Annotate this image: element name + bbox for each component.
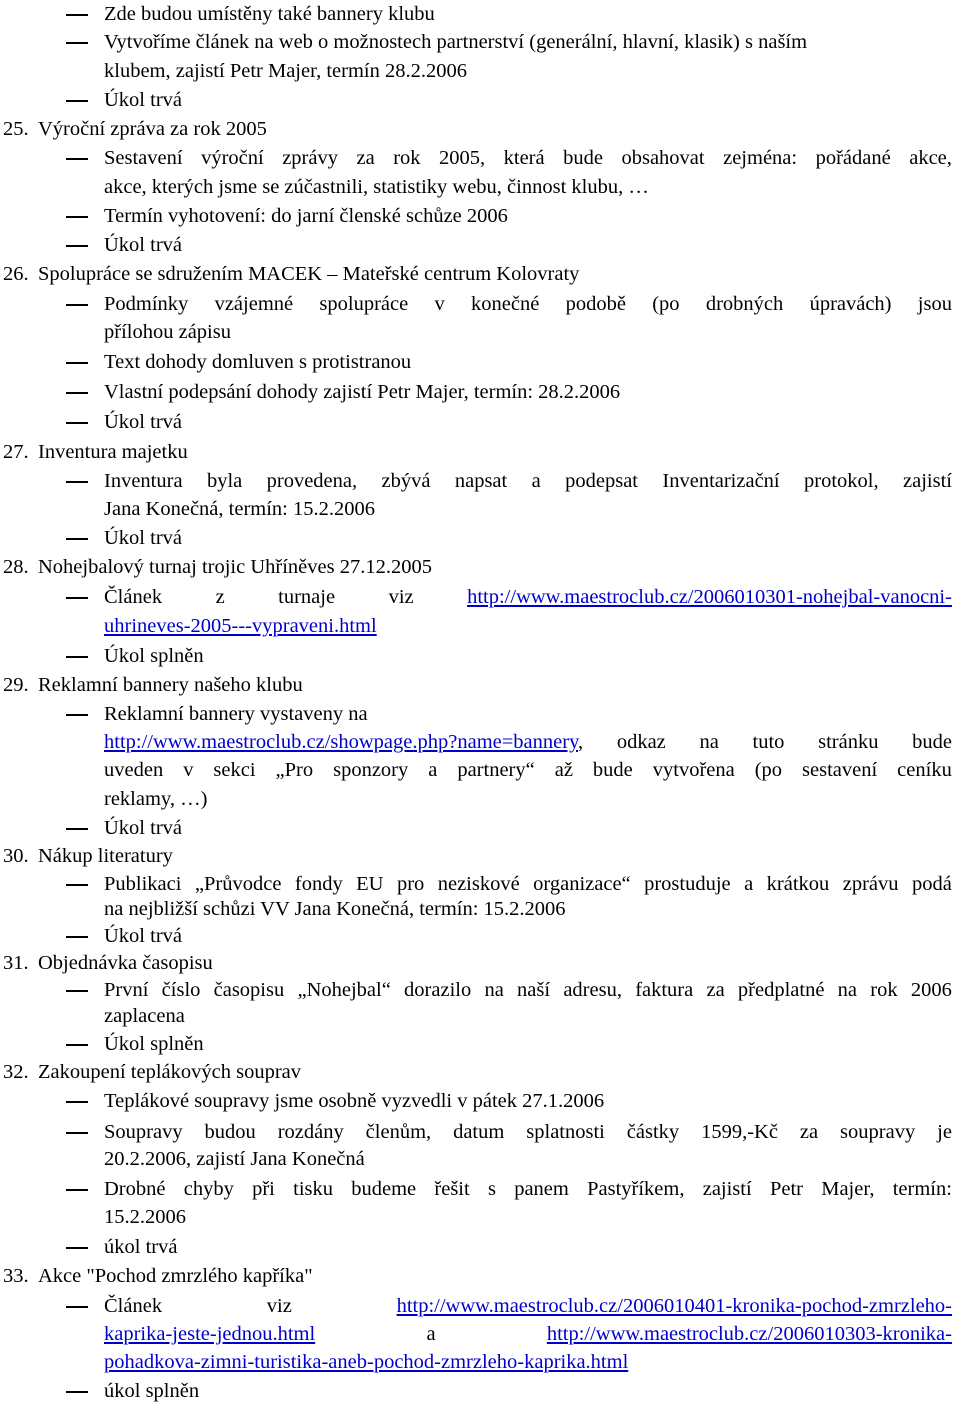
word: „Pro: [275, 759, 314, 781]
word: „Průvodce: [194, 873, 282, 895]
continuation-line: [104, 58, 467, 84]
word: organizace“: [533, 873, 631, 895]
section-number: 26.: [3, 263, 29, 285]
word: chyby: [183, 1178, 234, 1200]
word: Inventarizační: [662, 470, 780, 492]
word: členům,: [365, 1121, 432, 1143]
continuation-line: [104, 1003, 185, 1029]
dash-bullet-icon: [66, 14, 88, 16]
word: pořádané: [815, 147, 891, 169]
word: (po: [652, 293, 680, 315]
line-text: klubem, zajistí Petr Majer, termín 28.2.2006: [104, 60, 467, 82]
word: na: [699, 731, 719, 753]
continuation-line: [104, 1349, 628, 1375]
word: podepsat: [565, 470, 638, 492]
dash-bullet-icon: [66, 656, 88, 658]
line-text: [104, 757, 952, 783]
dash-bullet-icon: [66, 1306, 88, 1308]
dash-bullet-icon: [66, 481, 88, 483]
word: v: [183, 759, 194, 781]
hyperlink-text[interactable]: kaprika-jeste-jednou.html: [104, 1323, 316, 1345]
word: fondy: [294, 873, 343, 895]
continuation-line: [104, 319, 231, 345]
line-text: Úkol trvá: [104, 411, 182, 433]
word: v: [434, 293, 445, 315]
line-text: 20.2.2006, zajistí Jana Konečná: [104, 1148, 365, 1170]
dash-bullet-icon: [66, 597, 88, 599]
word: bude: [592, 759, 633, 781]
word: EU: [356, 873, 384, 895]
hyperlink[interactable]: http://www.maestroclub.cz/showpage.php?name=bannery,: [104, 731, 584, 753]
line-text: [104, 1176, 952, 1202]
line-text: akce, kterých jsme se zúčastnili, statistiky webu, činnost klubu, …: [104, 176, 649, 198]
line-text: [104, 1351, 628, 1373]
word: která: [503, 147, 545, 169]
word: dorazilo: [404, 979, 472, 1001]
line-text: úkol trvá: [104, 1236, 178, 1258]
word: číslo: [161, 979, 201, 1001]
section-title: Nákup literatury: [38, 845, 173, 867]
word: partnery“: [457, 759, 535, 781]
section-title: Akce "Pochod zmrzlého kapříka": [38, 1265, 313, 1287]
hyperlink-text[interactable]: http://www.maestroclub.cz/2006010401-kronika-pochod-zmrzleho-: [396, 1295, 952, 1317]
word: termín:: [892, 1178, 952, 1200]
line-text: Text dohody domluven s protistranou: [104, 351, 412, 373]
line-text: Vytvoříme článek na web o možnostech partnerství (generální, hlavní, klasik) s naším: [104, 31, 808, 53]
word: na: [484, 979, 504, 1001]
line-text: [104, 584, 952, 610]
word: budeme: [351, 1178, 417, 1200]
line-text: [104, 1293, 952, 1319]
continuation-line: [104, 1321, 952, 1347]
section-number: 30.: [3, 845, 29, 867]
word: pro: [396, 873, 425, 895]
word: Podmínky: [104, 293, 189, 315]
word: časopisu: [213, 979, 285, 1001]
continuation-line: [104, 896, 566, 922]
dash-bullet-icon: [66, 1189, 88, 1191]
word: První: [104, 979, 149, 1001]
dash-bullet-icon: [66, 216, 88, 218]
dash-bullet-icon: [66, 538, 88, 540]
word: zprávu: [842, 873, 899, 895]
word: a: [744, 873, 754, 895]
word: akce,: [909, 147, 952, 169]
word: byla: [206, 470, 243, 492]
word: zbývá: [381, 470, 431, 492]
line-text: zaplacena: [104, 1005, 185, 1027]
continuation-line: [104, 757, 952, 783]
word: neziskové: [437, 873, 520, 895]
continuation-line: [104, 496, 375, 522]
continuation-line: [104, 729, 952, 755]
dash-bullet-icon: [66, 990, 88, 992]
section-number: 31.: [3, 952, 29, 974]
line-text: [104, 145, 952, 171]
continuation-line: [104, 174, 649, 200]
word: napsat: [454, 470, 508, 492]
word: faktura: [635, 979, 694, 1001]
word: budou: [204, 1121, 256, 1143]
dash-bullet-icon: [66, 42, 88, 44]
line-text: Zde budou umístěny také bannery klubu: [104, 3, 435, 25]
word: viz: [266, 1295, 292, 1317]
word: uveden: [104, 759, 164, 781]
word: krátkou: [766, 873, 830, 895]
word: protokol,: [804, 470, 879, 492]
section-number: 28.: [3, 556, 29, 578]
section-title: Nohejbalový turnaj trojic Uhříněves 27.12.2005: [38, 556, 432, 578]
dash-bullet-icon: [66, 1101, 88, 1103]
dash-bullet-icon: [66, 936, 88, 938]
hyperlink[interactable]: [397, 1293, 952, 1319]
word: 2005,: [439, 147, 486, 169]
word: sponzory: [333, 759, 409, 781]
line-text: Jana Konečná, termín: 15.2.2006: [104, 498, 375, 520]
word: adresu,: [563, 979, 622, 1001]
word: obsahovat: [621, 147, 705, 169]
word: Pastyříkem,: [587, 1178, 685, 1200]
word: drobných: [705, 293, 784, 315]
line-text: Úkol splněn: [104, 1033, 204, 1055]
word: řešit: [434, 1178, 470, 1200]
line-text: [104, 1119, 952, 1145]
section-title: Inventura majetku: [38, 441, 188, 463]
section-number: 27.: [3, 441, 29, 463]
word: turnaje: [278, 586, 336, 608]
dash-bullet-icon: [66, 422, 88, 424]
word: 1599,-Kč: [701, 1121, 778, 1143]
word: při: [252, 1178, 275, 1200]
word: za: [799, 1121, 819, 1143]
section-number: 32.: [3, 1061, 29, 1083]
word: Článek: [104, 586, 163, 608]
word: sekci: [213, 759, 256, 781]
dash-bullet-icon: [66, 828, 88, 830]
word: výroční: [201, 147, 264, 169]
hyperlink-text[interactable]: uhrineves-2005---vypraveni.html: [104, 615, 377, 637]
line-text: Vlastní podepsání dohody zajistí Petr Majer, termín: 28.2.2006: [104, 381, 621, 403]
line-text: přílohou zápisu: [104, 321, 231, 343]
word: Inventura: [104, 470, 183, 492]
line-text: Reklamní bannery vystaveny na: [104, 703, 368, 725]
continuation-line: [104, 613, 377, 639]
word: Publikaci: [104, 873, 182, 895]
line-text: [104, 729, 952, 755]
word: zejména:: [723, 147, 798, 169]
section-number: 33.: [3, 1265, 29, 1287]
dash-bullet-icon: [66, 714, 88, 716]
line-text: [104, 291, 952, 317]
continuation-line: [104, 1204, 186, 1230]
word: podobě: [565, 293, 626, 315]
dash-bullet-icon: [66, 1132, 88, 1134]
section-title: Objednávka časopisu: [38, 952, 213, 974]
line-text: reklamy, …): [104, 788, 208, 810]
word: zajistí: [702, 1178, 752, 1200]
line-text: Teplákové soupravy jsme osobně vyzvedli v pátek 27.1.2006: [104, 1090, 605, 1112]
word: Sestavení: [104, 147, 183, 169]
word: Majer,: [821, 1178, 875, 1200]
line-text: Úkol trvá: [104, 234, 182, 256]
word: ceníku: [897, 759, 952, 781]
section-number: 29.: [3, 674, 29, 696]
word: podá: [911, 873, 952, 895]
word: bude: [563, 147, 603, 169]
dash-bullet-icon: [66, 245, 88, 247]
dash-bullet-icon: [66, 392, 88, 394]
word: spolupráce: [319, 293, 409, 315]
continuation-line: [104, 1146, 365, 1172]
word: 2006: [910, 979, 952, 1001]
word: za: [356, 147, 375, 169]
line-text: Termín vyhotovení: do jarní členské schůze 2006: [104, 205, 508, 227]
word: soupravy: [840, 1121, 916, 1143]
word: tuto: [752, 731, 785, 753]
dash-bullet-icon: [66, 158, 88, 160]
dash-bullet-icon: [66, 1391, 88, 1393]
word: na: [837, 979, 858, 1001]
line-text: na nejbližší schůzi VV Jana Konečná, termín: 15.2.2006: [104, 898, 566, 920]
section-title: Zakoupení teplákových souprav: [38, 1061, 302, 1083]
word: a: [428, 759, 438, 781]
section-title: Výroční zpráva za rok 2005: [38, 118, 267, 140]
line-text: Úkol trvá: [104, 925, 182, 947]
section-number: 25.: [3, 118, 29, 140]
hyperlink[interactable]: [104, 1351, 628, 1373]
word: stránku: [818, 731, 879, 753]
line-text: Úkol splněn: [104, 645, 204, 667]
word: „Nohejbal“: [297, 979, 391, 1001]
line-text: [104, 977, 952, 1003]
line-text: úkol splněn: [104, 1380, 200, 1402]
word: vytvořena: [652, 759, 735, 781]
dash-bullet-icon: [66, 884, 88, 886]
word: datum: [453, 1121, 505, 1143]
section-title: Reklamní bannery našeho klubu: [38, 674, 303, 696]
hyperlink[interactable]: [467, 584, 952, 610]
word: splatnosti: [526, 1121, 605, 1143]
word: Petr: [769, 1178, 803, 1200]
word: (po: [754, 759, 783, 781]
hyperlink-text[interactable]: http://www.maestroclub.cz/2006010301-nohejbal-vanocni-: [467, 586, 952, 608]
hyperlink[interactable]: [104, 615, 377, 637]
line-text: Úkol trvá: [104, 817, 182, 839]
word: naší: [517, 979, 551, 1001]
hyperlink-text[interactable]: http://www.maestroclub.cz/2006010303-kronika-: [546, 1323, 952, 1345]
word: provedena,: [266, 470, 358, 492]
word: úpravách): [809, 293, 892, 315]
line-text: [104, 871, 952, 897]
line-text: Úkol trvá: [104, 527, 182, 549]
dash-bullet-icon: [66, 362, 88, 364]
word: z: [215, 586, 225, 608]
word: rozdány: [277, 1121, 344, 1143]
dash-bullet-icon: [66, 304, 88, 306]
hyperlink[interactable]: [104, 1321, 315, 1347]
line-text: 15.2.2006: [104, 1206, 186, 1228]
word: Soupravy: [104, 1121, 183, 1143]
line-text: [104, 615, 377, 637]
word: panem: [514, 1178, 569, 1200]
word: a: [426, 1323, 436, 1345]
word: tisku: [293, 1178, 333, 1200]
dash-bullet-icon: [66, 1044, 88, 1046]
word: až: [554, 759, 573, 781]
hyperlink-text[interactable]: pohadkova-zimni-turistika-aneb-pochod-zmrzleho-kaprika.html: [104, 1351, 629, 1373]
word: s: [487, 1178, 496, 1200]
word: Článek: [104, 1295, 163, 1317]
word: za: [706, 979, 725, 1001]
dash-bullet-icon: [66, 1247, 88, 1249]
word: částky: [626, 1121, 680, 1143]
word: sestavení: [802, 759, 878, 781]
word: předplatné: [737, 979, 825, 1001]
hyperlink-text[interactable]: http://www.maestroclub.cz/showpage.php?name=bannery: [104, 731, 578, 753]
word: bude: [912, 731, 952, 753]
word: konečné: [471, 293, 540, 315]
word: rok: [870, 979, 898, 1001]
dash-bullet-icon: [66, 100, 88, 102]
word: rok: [393, 147, 421, 169]
word: a: [531, 470, 541, 492]
section-title: Spolupráce se sdružením MACEK – Mateřské centrum Kolovraty: [38, 263, 580, 285]
line-text: [104, 1321, 952, 1347]
word: odkaz: [616, 731, 666, 753]
word: Drobné: [104, 1178, 166, 1200]
line-text: Úkol trvá: [104, 89, 182, 111]
line-text: [104, 468, 952, 494]
word: zprávy: [282, 147, 338, 169]
word: jsou: [917, 293, 952, 315]
word: zajistí: [903, 470, 952, 492]
word: je: [937, 1121, 952, 1143]
word: vzájemné: [214, 293, 294, 315]
word: prostuduje: [644, 873, 731, 895]
continuation-line: [104, 786, 207, 812]
word: viz: [388, 586, 414, 608]
hyperlink[interactable]: [547, 1321, 952, 1347]
